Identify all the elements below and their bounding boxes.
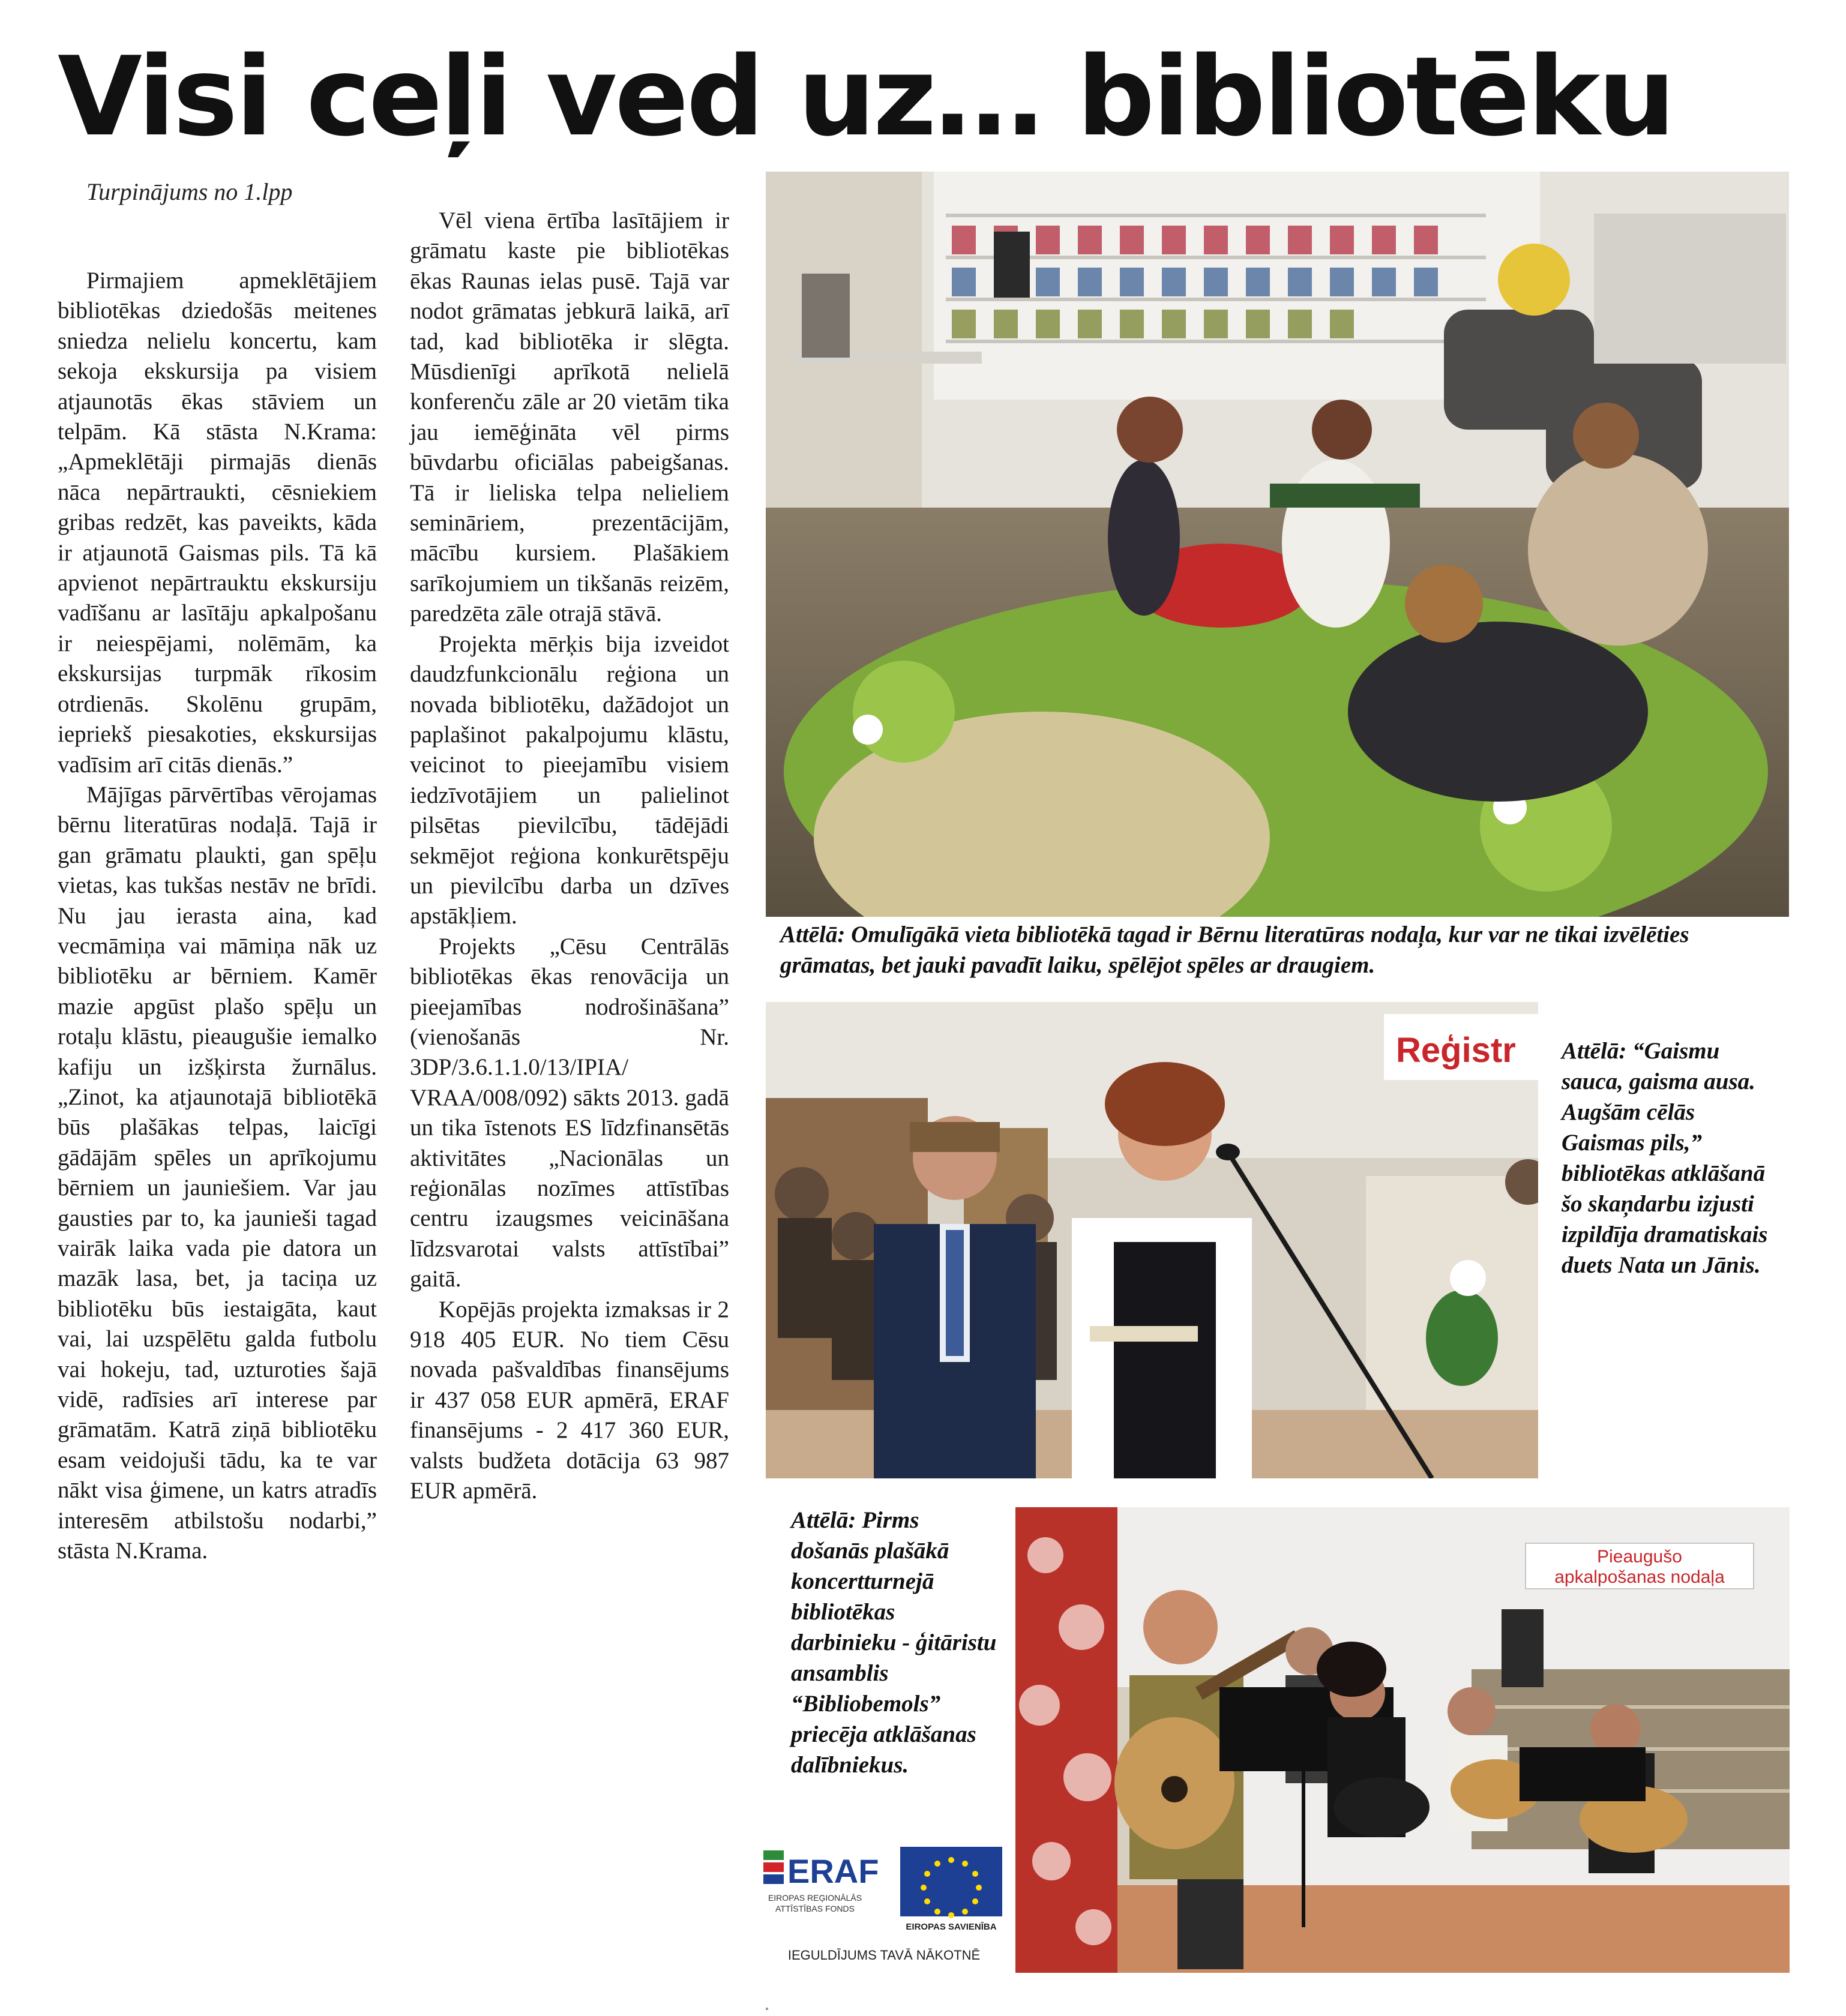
eraf-name: ERAF: [787, 1852, 879, 1890]
photo-opening-speech: [766, 1002, 1538, 1478]
paragraph: Pirmajiem apmeklētājiem bibliotēkas dziedošās meitenes sniedza nelielu koncertu, kam sekoja ekskursija pa visiem atjaunotās ēkas stāviem un telpām. Kā stāsta N.Krama: „Apmeklētāji pirmajās dienās nāca nepārtraukti, cēsniekiem gribas redzēt, kas paveikts, kāda ir atjaunotā Gaismas pils. Tā kā apvienot nepārtrauktu ekskursiju vadīšanu ar lasītāju apkalpošanu ir neiespējami, nolēmām, ka ekskursijas turpmāk rīkosim otrdienās. Skolēnu grupām, iepriekš piesakoties, ekskursijas vadīsim arī citās dienās.”: [58, 268, 377, 778]
eu-name: EIROPAS SAVIENĪBA: [906, 1922, 997, 1932]
photo-caption: Attēlā: Omulīgākā vieta bibliotēkā tagad ir Bērnu literatūras nodaļa, kur var ne tikai izvēlēties grāmatas, bet jauki pavadīt laiku, spēlējot spēles ar draugiem.: [780, 922, 1689, 978]
eraf-subtitle-2: ATTĪSTĪBAS FONDS: [775, 1904, 855, 1913]
photo-caption: Attēlā: “Gaismu sauca, gaisma ausa. Augšām cēlās Gaismas pils,” bibliotēkas atklāšanā šo skaņdarbu izjusti izpildīja dramatiskais duets Nata un Jānis.: [1562, 1038, 1768, 1278]
department-sign-line2: apkalpošanas nodaļa: [1554, 1567, 1725, 1587]
text-column-2: [410, 206, 729, 1506]
continued-from-note: Turpinājums no 1.lpp: [86, 178, 293, 205]
text-column-1: [58, 266, 377, 1566]
photo-caption: Attēlā: Pirms došanās plašākā koncertturnejā bibliotēkas darbinieku - ģitāristu ansamblis “Bibliobemols” priecēja atklāšanas dalībniekus.: [791, 1507, 997, 1778]
paragraph: Kopējās projekta izmaksas ir 2 918 405 EUR. No tiem Cēsu novada pašvaldības finansējums ir 437 058 EUR apmērā, ERAF finansējums - 2 417 360 EUR, valsts budžeta dotācija 63 987 EUR apmērā.: [410, 1296, 729, 1504]
article-headline: Visi ceļi ved uz… bibliotēku: [58, 33, 1673, 160]
registration-sign: Reģistr: [1396, 1031, 1516, 1070]
department-sign-line1: Pieaugušo: [1597, 1547, 1682, 1567]
paragraph: Projekts „Cēsu Centrālās bibliotēkas ēkas renovācija un pieejamības nodrošināšana” (vienošanās Nr. 3DP/3.6.1.1.0/13/IPIA/ VRAA/008/092) sākts 2013. gadā un tika īstenots ES līdzfinansētās aktivitātes „Nacionālas un reģionālas nozīmes attīstības centru izaugsmes veicināšana līdzsvarotai valsts attīstībai” gaitā.: [410, 933, 729, 1292]
photo-childrens-department: [766, 172, 1789, 917]
paragraph: Mājīgas pārvērtības vērojamas bērnu literatūras nodaļā. Tajā ir gan grāmatu plaukti, gan spēļu vietas, kas tukšas nestāv ne brīdi. Nu jau ierasta aina, kad vecmāmiņa vai māmiņa nāk uz bibliotēku ar bērniem. Kamēr mazie apgūst plašo spēļu un rotaļu klāstu, pieaugušie iemalko kafiju un izšķirsta žurnālus. „Zinot, ka atjaunotajā bibliotēkā būs plašākas telpas, laicīgi gādājām spēles un aprīkojumu bērniem un jauniešiem. Var jau gausties par to, ka jaunieši tagad vairāk laika vada pie datora un mazāk lasa, bet, ja taciņa uz bibliotēku būs iestaigāta, kaut vai, lai uzspēlētu galda futbolu vai hokeju, tad, uzturoties šajā vidē, radīsies arī interese par grāmatām. Katrā ziņā bibliotēku esam veidojuši tādu, ka te var nākt visa ģimene, un katrs atradīs interesēm atbilstošu nodarbi,” stāsta N.Krama.: [58, 781, 377, 1564]
photo-guitar-ensemble: [1015, 1507, 1790, 1973]
page-mark: [766, 2008, 768, 2010]
eu-flag-icon: [900, 1847, 1002, 1918]
eraf-subtitle-1: EIROPAS REĢIONĀLĀS: [768, 1893, 862, 1903]
eraf-logo-icon: [763, 1850, 879, 1913]
paragraph: Vēl viena ērtība lasītājiem ir grāmatu kaste pie bibliotēkas ēkas Raunas ielas pusē. Tajā var nodot grāmatas jebkurā laikā, arī tad, kad bibliotēka ir slēgta. Mūsdienīgi aprīkotā nelielā konferenču zāle ar 20 vietām tika jau iemēģināta vēl pirms būvdarbu oficiālas pabeigšanas. Tā ir lieliska telpa nelieliem semināriem, prezentācijām, mācību kursiem. Plašākiem sarīkojumiem un tikšanās reizēm, paredzēta zāle otrajā stāvā.: [410, 208, 729, 627]
funding-slogan: IEGULDĪJUMS TAVĀ NĀKOTNĒ: [787, 1948, 981, 1963]
funding-logos: [761, 1836, 1007, 1986]
paragraph: Projekta mērķis bija izveidot daudzfunkcionālu reģiona un novada bibliotēku, dažādojot un paplašinot pakalpojumu klāstu, veicinot to pieejamību visiem iedzīvotājiem un palielinot pilsētas pievilcību, tādējādi sekmējot reģiona konkurētspēju un pievilcību darba un dzīves apstākļiem.: [410, 631, 729, 929]
